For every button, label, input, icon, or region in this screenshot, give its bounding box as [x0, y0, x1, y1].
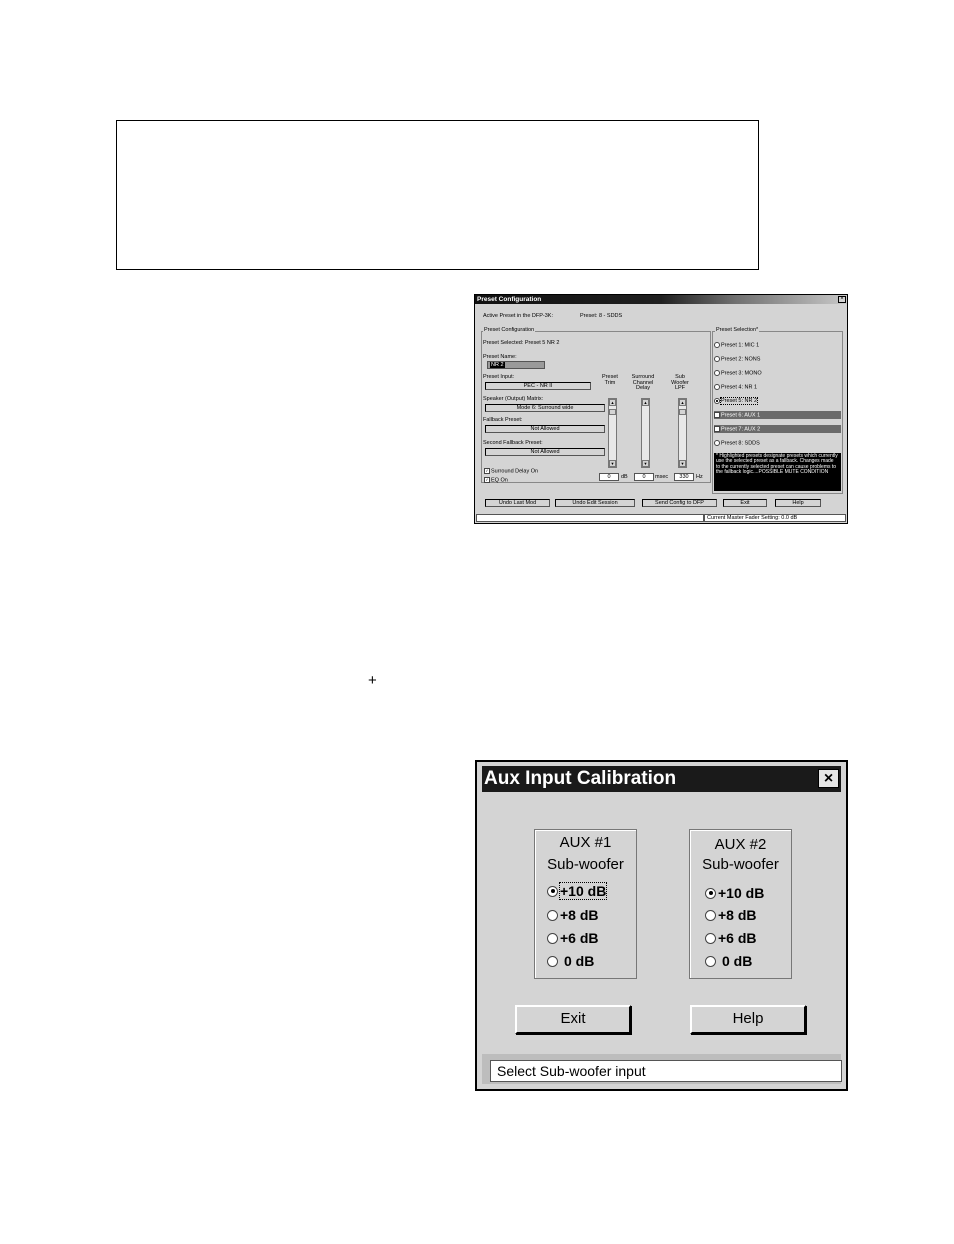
preset-radio-label: Preset 1: MIC 1	[721, 342, 760, 349]
eq-on-checkbox[interactable]	[484, 477, 508, 483]
radio-icon	[547, 910, 558, 921]
eq-on-label: EQ On	[491, 477, 508, 484]
lpf-slider[interactable]	[678, 398, 687, 468]
radio-icon	[705, 956, 716, 967]
aux-exit-button[interactable]: Exit	[515, 1005, 631, 1034]
scroll-up-icon[interactable]: ▲	[610, 400, 615, 405]
plus-sign: +	[368, 672, 377, 689]
speaker-matrix-button[interactable]: Mode 6: Surround wide	[485, 404, 605, 412]
preset-help-button[interactable]: Help	[775, 499, 821, 507]
undo-edit-session-button[interactable]: Undo Edit Session	[555, 499, 635, 507]
preset-exit-button[interactable]: Exit	[723, 499, 767, 507]
preset-name-value: NR 2	[491, 362, 504, 368]
slider-thumb[interactable]	[679, 409, 686, 415]
aux-window-title: Aux Input Calibration	[484, 768, 677, 789]
preset-input-label: Preset Input:	[483, 374, 515, 380]
radio-icon	[547, 956, 558, 967]
aux1-option-0db[interactable]	[547, 953, 594, 969]
aux-status-text: Select Sub-woofer input	[490, 1060, 842, 1082]
aux2-option-label: +8 dB	[718, 907, 757, 923]
radio-icon	[714, 384, 720, 390]
radio-icon	[714, 356, 720, 362]
preset-radio-8[interactable]	[714, 440, 760, 446]
aux2-title: AUX #2	[714, 836, 767, 853]
radio-icon	[705, 933, 716, 944]
preset-config-group-title: Preset Configuration	[484, 327, 535, 333]
aux1-option-label: +8 dB	[560, 907, 599, 923]
scroll-up-icon[interactable]: ▲	[643, 400, 648, 405]
radio-icon	[547, 933, 558, 944]
radio-selected-icon	[705, 888, 716, 899]
surround-delay-label: Surround Delay On	[491, 468, 539, 475]
preset-radio-6[interactable]	[714, 412, 760, 418]
status-left	[476, 514, 704, 522]
aux2-option-label: +10 dB	[718, 885, 765, 901]
preset-radio-1[interactable]	[714, 342, 759, 348]
active-preset-label: Active Preset in the DFP-3K:	[483, 313, 553, 319]
surround-delay-checkbox[interactable]	[484, 468, 538, 474]
active-preset-value: Preset: 8 - SDDS	[580, 313, 623, 319]
lpf-value-field[interactable]: 330	[674, 473, 694, 481]
send-config-button[interactable]: Send Config to DFP	[642, 499, 717, 507]
preset-radio-label: Preset 5: NR 2	[721, 398, 758, 405]
preset-input-button[interactable]: PEC - NR II	[485, 382, 591, 390]
trim-value-field[interactable]: 0	[599, 473, 619, 481]
preset-radio-label: Preset 3: MONO	[721, 370, 762, 377]
aux1-title: AUX #1	[559, 834, 612, 851]
top-empty-box	[116, 120, 759, 270]
radio-selected-icon	[714, 398, 720, 404]
radio-selected-icon	[547, 886, 558, 897]
preset-selection-title: Preset Selection*	[716, 327, 759, 333]
radio-icon	[714, 342, 720, 348]
preset-radio-5[interactable]	[714, 398, 757, 404]
preset-radio-2[interactable]	[714, 356, 760, 362]
check-icon: ✓	[485, 477, 489, 482]
aux2-option-label: 0 dB	[722, 953, 753, 969]
aux-close-icon[interactable]: ×	[818, 769, 839, 788]
aux-window-titlebar	[482, 766, 841, 792]
preset-name-label: Preset Name:	[483, 354, 517, 360]
aux-input-calibration-window	[475, 760, 848, 1091]
aux1-option-8db[interactable]	[547, 907, 599, 923]
delay-value-field[interactable]: 0	[634, 473, 654, 481]
aux1-option-label: 0 dB	[564, 953, 595, 969]
second-fallback-label: Second Fallback Preset:	[483, 440, 543, 446]
aux1-option-10db[interactable]	[547, 883, 606, 899]
delay-column-header: Surround Channel Delay	[631, 374, 655, 392]
preset-radio-label: Preset 6: AUX 1	[721, 412, 761, 419]
preset-radio-7[interactable]	[714, 426, 760, 432]
aux2-option-8db[interactable]	[705, 907, 757, 923]
aux2-subtitle: Sub-woofer	[702, 856, 779, 873]
check-icon: ✓	[485, 468, 489, 473]
radio-icon	[714, 440, 720, 446]
undo-last-mod-button[interactable]: Undo Last Mod	[485, 499, 550, 507]
preset-close-icon[interactable]: ×	[838, 296, 846, 303]
lpf-unit: Hz	[696, 474, 703, 480]
aux2-option-label: +6 dB	[718, 930, 757, 946]
preset-name-field[interactable]	[487, 361, 545, 369]
delay-slider[interactable]	[641, 398, 650, 468]
slider-thumb[interactable]	[609, 409, 616, 415]
radio-icon	[714, 370, 720, 376]
aux1-subtitle: Sub-woofer	[547, 856, 624, 873]
preset-window-titlebar	[475, 295, 847, 304]
preset-radio-label: Preset 8: SDDS	[721, 440, 760, 447]
aux2-option-10db[interactable]	[705, 885, 764, 901]
speaker-matrix-label: Speaker (Output) Matrix:	[483, 396, 544, 402]
scroll-down-icon[interactable]: ▼	[643, 461, 648, 466]
preset-selected-text: Preset Selected: Preset 5 NR 2	[483, 340, 560, 346]
trim-slider[interactable]	[608, 398, 617, 468]
aux-help-button[interactable]: Help	[690, 1005, 806, 1034]
aux1-option-6db[interactable]	[547, 930, 599, 946]
preset-radio-3[interactable]	[714, 370, 762, 376]
master-fader-status: Current Master Fader Setting: 0.0 dB	[704, 514, 846, 522]
preset-window-title: Preset Configuration	[477, 296, 542, 303]
fallback-warning-note: * Highlighted presets designate presets which currently use the selected preset as a fallback. Changes made to the currently selected preset can cause problems to the fallback logic....POSSIBLE MUTE CONDITION	[714, 453, 841, 491]
fallback-button[interactable]: Not Allowed	[485, 425, 605, 433]
preset-configuration-window	[474, 294, 848, 524]
aux2-option-6db[interactable]	[705, 930, 757, 946]
trim-unit: dB	[621, 474, 628, 480]
aux2-option-0db[interactable]	[705, 953, 752, 969]
trim-column-header: Preset Trim	[602, 374, 618, 386]
aux1-option-label: +6 dB	[560, 930, 599, 946]
preset-radio-4[interactable]	[714, 384, 757, 390]
scroll-up-icon[interactable]: ▲	[680, 400, 685, 405]
preset-radio-label: Preset 2: NONS	[721, 356, 761, 363]
scroll-down-icon[interactable]: ▼	[680, 461, 685, 466]
scroll-down-icon[interactable]: ▼	[610, 461, 615, 466]
fallback-label: Fallback Preset:	[483, 417, 523, 423]
aux1-option-label: +10 dB	[560, 883, 607, 899]
radio-icon	[714, 412, 720, 418]
preset-radio-label: Preset 7: AUX 2	[721, 426, 761, 433]
radio-icon	[714, 426, 720, 432]
delay-unit: msec	[655, 474, 669, 480]
lpf-column-header: Sub Woofer LPF	[671, 374, 689, 392]
second-fallback-button[interactable]: Not Allowed	[485, 448, 605, 456]
preset-radio-label: Preset 4: NR 1	[721, 384, 758, 391]
radio-icon	[705, 910, 716, 921]
